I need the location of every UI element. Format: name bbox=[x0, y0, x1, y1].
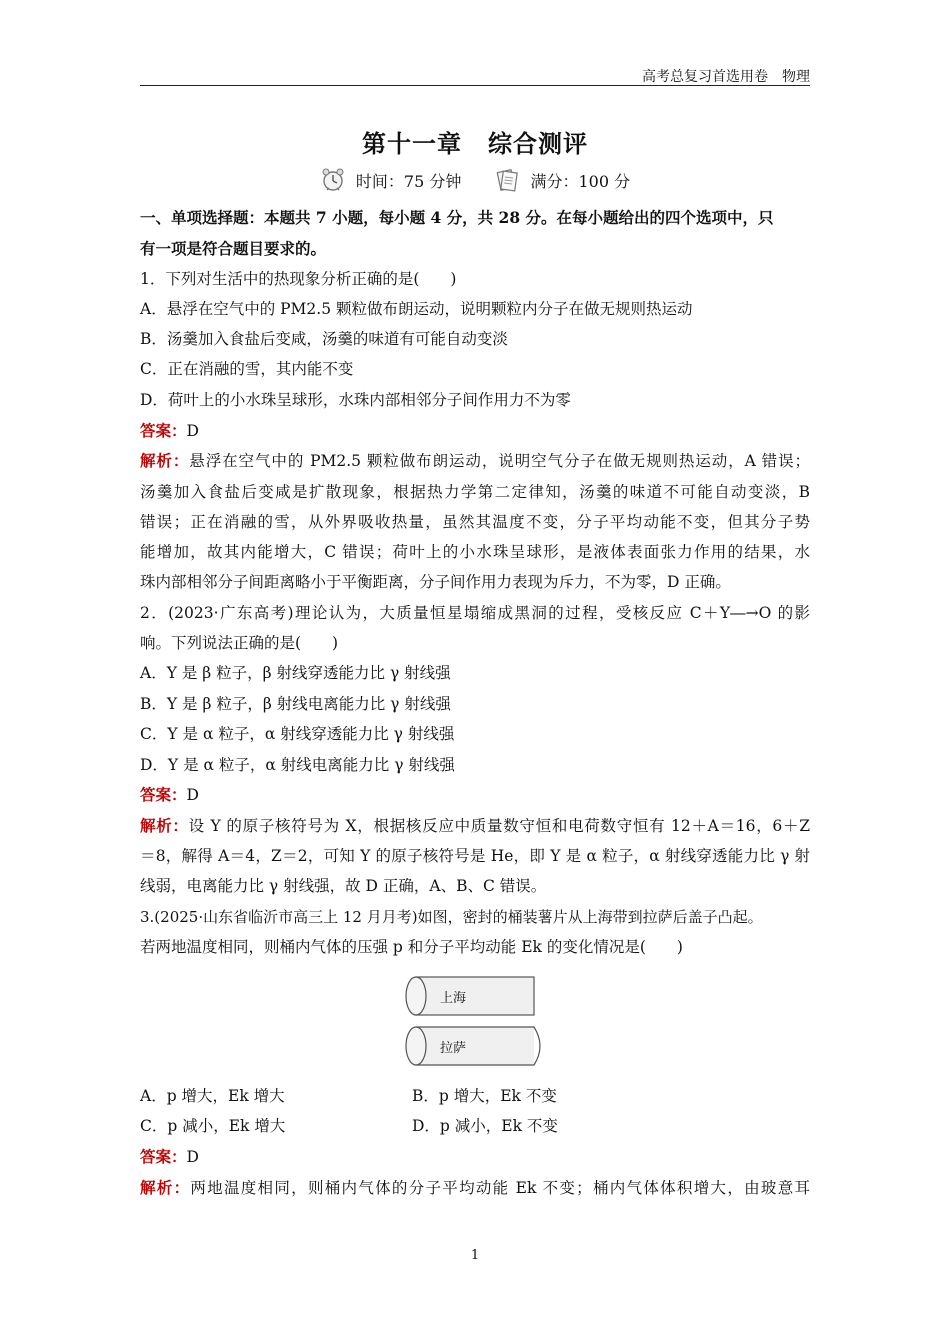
lhasa-can-lid bbox=[406, 1027, 426, 1065]
q3-option-a: A．p 增大，Ek 增大 bbox=[140, 1087, 285, 1105]
q3-analysis-line1 bbox=[140, 1177, 810, 1199]
q1-analysis-line1 bbox=[140, 450, 810, 472]
q3-option-c: C．p 减小，Ek 增大 bbox=[140, 1117, 286, 1135]
q2-option-c: C．Y 是 α 粒子，α 射线穿透能力比 γ 射线强 bbox=[140, 725, 455, 743]
chapter-title-part2: 综合测评 bbox=[488, 129, 588, 158]
time-label: 时间：75 分钟 bbox=[355, 171, 462, 191]
q2-answer bbox=[140, 784, 199, 806]
q2-stem-line1: 2．(2023·广东高考)理论认为，大质量恒星塌缩成黑洞的过程，受核反应 C＋Y―→O 的影 bbox=[140, 604, 810, 622]
section-heading-line1: 一、单项选择题：本题共 7 小题，每小题 4 分，共 28 分。在每小题给出的四个选项中，只 bbox=[140, 208, 774, 227]
q3-analysis-label: 解析： bbox=[140, 1178, 191, 1197]
q3-stem-line2: 若两地温度相同，则桶内气体的压强 p 和分子平均动能 Ek 的变化情况是( ) bbox=[140, 938, 683, 956]
q2-analysis-line1 bbox=[140, 815, 810, 837]
q1-stem: 1．下列对生活中的热现象分析正确的是( ) bbox=[140, 270, 457, 288]
q1-analysis-line3: 错误；正在消融的雪，从外界吸收热量，虽然其温度不变，分子平均动能不变，但其分子势 bbox=[140, 513, 810, 531]
q1-answer-label: 答案： bbox=[140, 421, 187, 440]
q1-analysis-text1: 悬浮在空气中的 PM2.5 颗粒做布朗运动，说明空气分子在做无规则热运动，A 错误； bbox=[189, 452, 810, 470]
q3-analysis-text1: 两地温度相同，则桶内气体的分子平均动能 Ek 不变；桶内气体体积增大，由玻意耳 bbox=[190, 1179, 810, 1197]
chapter-title-part1: 第十一章 bbox=[362, 129, 462, 158]
q3-stem-line1: 3.(2025·山东省临沂市高三上 12 月月考)如图，密封的桶装薯片从上海带到拉萨后盖子凸起。 bbox=[140, 908, 763, 926]
chapter-title bbox=[0, 124, 950, 159]
q2-option-b: B．Y 是 β 粒子，β 射线电离能力比 γ 射线强 bbox=[140, 695, 451, 713]
shanghai-can-lid bbox=[406, 977, 426, 1015]
shanghai-can-body bbox=[416, 977, 534, 1015]
q2-analysis-line2: ＝8，解得 A＝4，Z＝2，可知 Y 的原子核符号是 He，即 Y 是 α 粒子，α 射线穿透能力比 γ 射 bbox=[140, 847, 810, 865]
q1-analysis-line5: 珠内部相邻分子间距离略小于平衡距离，分子间作用力表现为斥力，不为零，D 正确。 bbox=[140, 573, 731, 591]
exam-meta bbox=[0, 167, 950, 197]
q1-option-c: C．正在消融的雪，其内能不变 bbox=[140, 360, 354, 378]
q1-option-b: B．汤羹加入食盐后变咸，汤羹的味道有可能自动变淡 bbox=[140, 330, 508, 348]
exam-paper-icon bbox=[494, 167, 520, 193]
q2-analysis-text1: 设 Y 的原子核符号为 X，根据核反应中质量数守恒和电荷数守恒有 12＋A＝16，6＋Z bbox=[188, 817, 810, 835]
figure-label-shanghai: 上海 bbox=[440, 991, 467, 1006]
q2-analysis-line3: 线弱，电离能力比 γ 射线强，故 D 正确，A、B、C 错误。 bbox=[140, 877, 547, 895]
q2-analysis-label: 解析： bbox=[140, 816, 189, 835]
q1-option-d: D．荷叶上的小水珠呈球形，水珠内部相邻分子间作用力不为零 bbox=[140, 391, 571, 409]
q1-answer bbox=[140, 420, 199, 442]
running-header: 高考总复习首选用卷 物理 bbox=[642, 69, 810, 85]
chip-can-figure bbox=[404, 975, 548, 1071]
score-info bbox=[494, 167, 630, 193]
lhasa-can-body bbox=[416, 1027, 534, 1065]
q2-option-a: A．Y 是 β 粒子，β 射线穿透能力比 γ 射线强 bbox=[140, 664, 451, 682]
q3-answer-value: D bbox=[186, 1148, 199, 1166]
q1-answer-value: D bbox=[186, 422, 199, 440]
q3-answer bbox=[140, 1146, 199, 1168]
q3-option-d: D．p 减小，Ek 不变 bbox=[412, 1117, 558, 1135]
q2-option-d: D．Y 是 α 粒子，α 射线电离能力比 γ 射线强 bbox=[140, 756, 455, 774]
section-heading-line2: 有一项是符合题目要求的。 bbox=[140, 239, 327, 258]
q2-answer-value: D bbox=[186, 786, 199, 804]
q1-analysis-line4: 能增加，故其内能增大，C 错误；荷叶上的小水珠呈球形，是液体表面张力作用的结果，水 bbox=[140, 543, 810, 561]
time-info bbox=[320, 167, 461, 193]
q3-option-b: B．p 增大，Ek 不变 bbox=[412, 1087, 557, 1105]
q1-analysis-line2: 汤羹加入食盐后变咸是扩散现象，根据热力学第二定律知，汤羹的味道不可能自动变淡，B bbox=[140, 483, 810, 501]
q1-option-a: A．悬浮在空气中的 PM2.5 颗粒做布朗运动，说明颗粒内分子在做无规则热运动 bbox=[140, 300, 693, 318]
figure-label-lhasa: 拉萨 bbox=[440, 1041, 467, 1056]
q2-answer-label: 答案： bbox=[140, 785, 187, 804]
q2-stem-line2: 响。下列说法正确的是( ) bbox=[140, 634, 339, 652]
q1-analysis-label: 解析： bbox=[140, 451, 190, 470]
alarm-clock-icon bbox=[320, 167, 346, 193]
q3-answer-label: 答案： bbox=[140, 1147, 187, 1166]
score-label: 满分：100 分 bbox=[530, 171, 631, 191]
page-number: 1 bbox=[470, 1248, 480, 1263]
header-rule bbox=[140, 85, 810, 86]
